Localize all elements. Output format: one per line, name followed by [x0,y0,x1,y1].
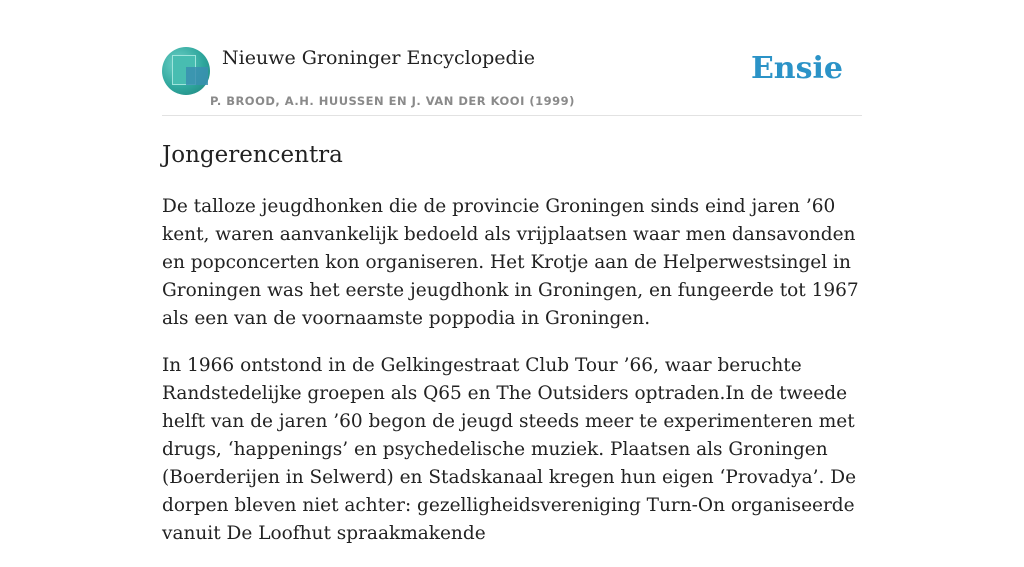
article-body [162,193,862,567]
page-container [162,0,862,544]
ensie-logo[interactable]: Ensie [750,51,843,86]
entry-title: Jongerencentra [162,142,343,168]
article-paragraph: De talloze jeugdhonken die de provincie Groningen sinds eind jaren ’60 kent, waren aanvankelijk bedoeld als vrijplaatsen waar men dansavonden en popconcerten kon organiseren. Het Krotje aan de Helperwestsingel in Groningen was het eerste jeugdhonk in Groningen, en fungeerde tot 1967 als een van de voornaamste poppodia in Groningen. [162,196,859,329]
book-cover-icon[interactable] [162,47,210,95]
cover-shape-secondary [186,67,208,85]
header [162,0,862,116]
article-paragraph: In 1966 ontstond in de Gelkingestraat Club Tour ’66, waar beruchte Randstedelijke groepen als Q65 en The Outsiders optraden.In de tweede helft van de jaren ’60 begon de jeugd steeds meer te experimenteren met drugs, ‘happenings’ en psychedelische muziek. Plaatsen als Groningen (Boerderijen in Selwerd) en Stadskanaal kregen hun eigen ‘Provadya’. De dorpen bleven niet achter: gezelligheidsvereniging Turn-On organiseerde vanuit De Loofhut spraakmakende [162,355,857,544]
book-title[interactable]: Nieuwe Groninger Encyclopedie [222,47,536,69]
book-authors: P. BROOD, A.H. HUUSSEN EN J. VAN DER KOOI (1999) [210,94,575,108]
